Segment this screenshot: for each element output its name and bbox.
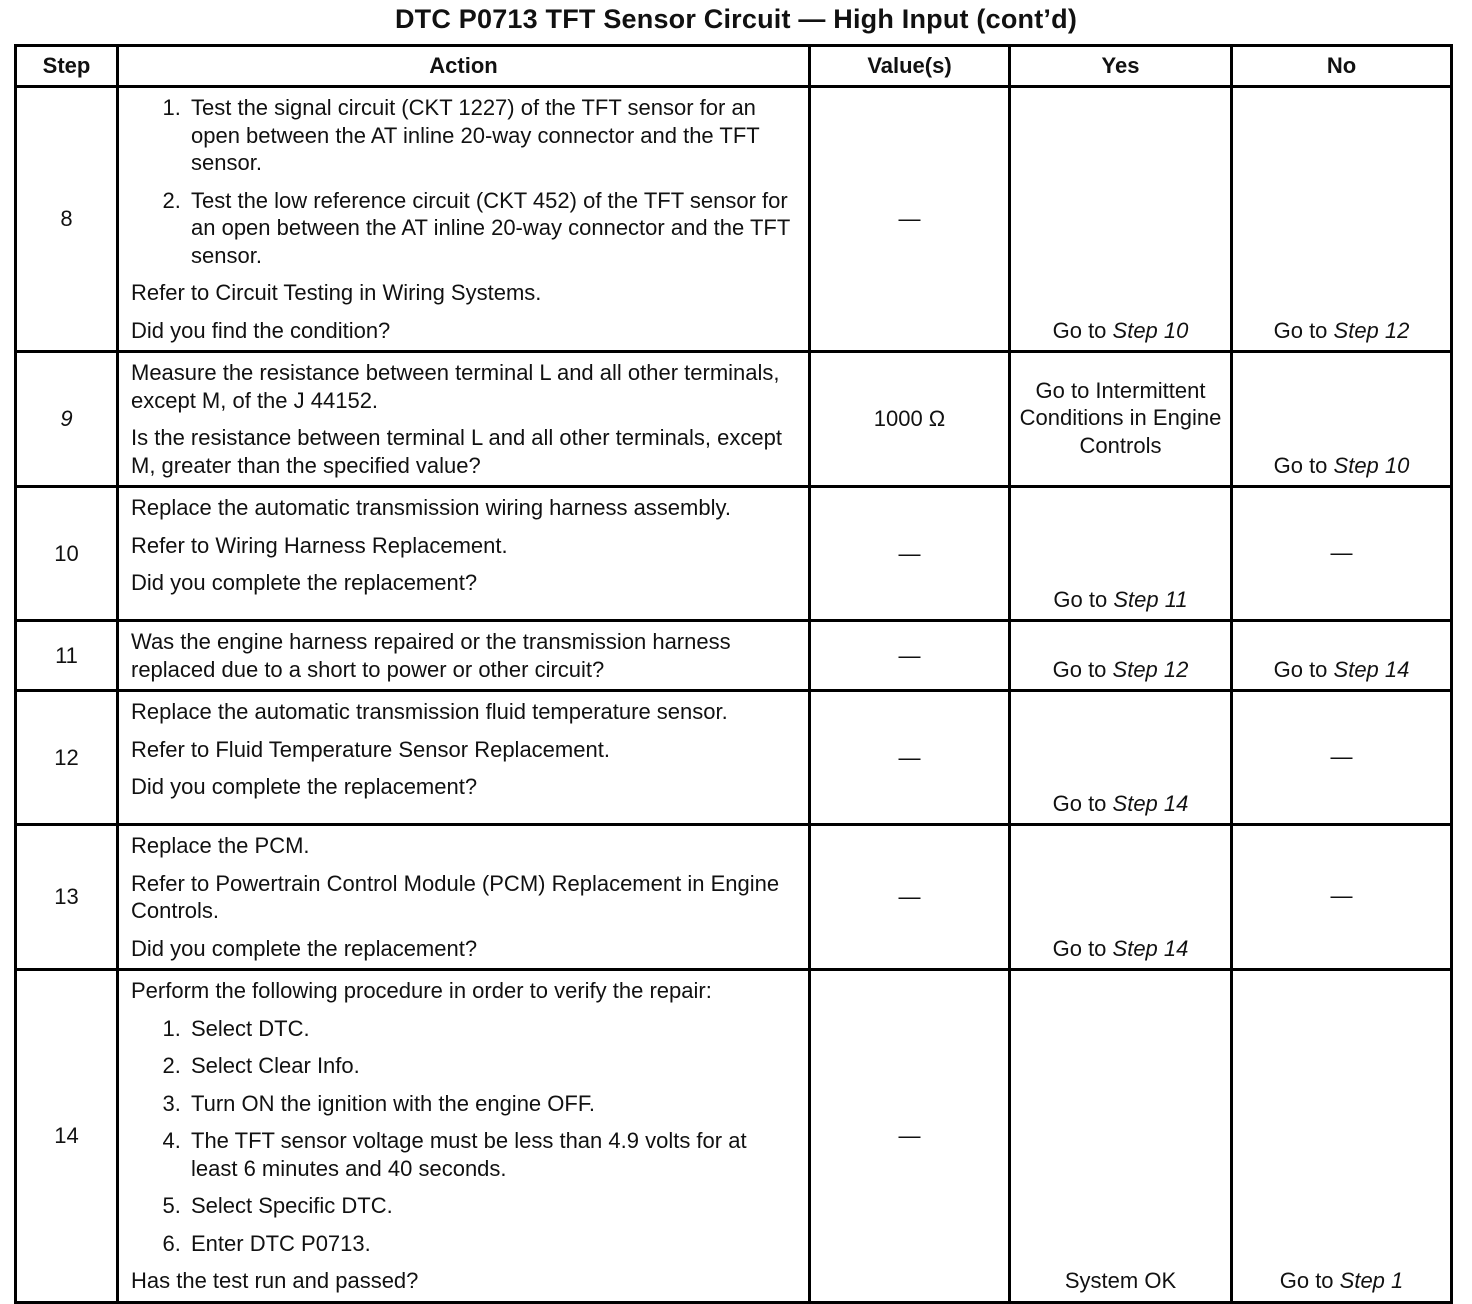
value-cell: —: [810, 87, 1010, 352]
table-row: [16, 352, 1452, 487]
action-text: Replace the automatic transmission wiring harness assembly.: [131, 495, 731, 520]
yes-step-link[interactable]: Step 14: [1112, 935, 1189, 961]
list-item: 1. Select DTC.: [187, 1015, 798, 1043]
yes-prefix: Go to: [1052, 790, 1113, 816]
value-cell: 1000 Ω: [810, 352, 1010, 487]
table-row: [16, 691, 1452, 825]
step-number: 10: [16, 487, 118, 621]
action-question: Is the resistance between terminal L and all other terminals, except M, greater than the specified value?: [131, 425, 782, 478]
yes-prefix: Go to: [1052, 656, 1113, 682]
action-text: Refer to Circuit Testing in Wiring Systems.: [131, 280, 542, 305]
yes-prefix: Go to: [1052, 935, 1113, 961]
no-cell: —: [1232, 691, 1452, 825]
no-cell: [1232, 621, 1452, 691]
step-number: 11: [16, 621, 118, 691]
header-row: [16, 46, 1452, 87]
diagnostic-table: [14, 44, 1453, 1304]
no-cell: —: [1232, 825, 1452, 970]
no-cell: [1232, 352, 1452, 487]
yes-cell: Go to Intermittent Conditions in Engine Controls: [1010, 352, 1232, 487]
header-yes: Yes: [1010, 46, 1232, 87]
value-cell: —: [810, 487, 1010, 621]
no-prefix: Go to: [1279, 1268, 1340, 1293]
action-question: Did you find the condition?: [131, 317, 391, 343]
step-number: 9: [16, 352, 118, 487]
header-no: No: [1232, 46, 1452, 87]
table-row: [16, 621, 1452, 691]
yes-prefix: Go to: [1053, 586, 1114, 612]
action-question: Did you complete the replacement?: [131, 774, 478, 799]
header-values: Value(s): [810, 46, 1010, 87]
action-text: Measure the resistance between terminal L and all other terminals, except M, of the J 44152.: [131, 360, 780, 413]
yes-step-link[interactable]: Step 11: [1113, 586, 1188, 612]
list-item: 2. Select Clear Info.: [187, 1052, 798, 1080]
list-item: 1. Test the signal circuit (CKT 1227) of the TFT sensor for an open between the AT inline 20-way connector and the TFT sensor.: [187, 94, 798, 177]
step-number: 12: [16, 691, 118, 825]
no-step-link[interactable]: Step 14: [1333, 656, 1410, 682]
list-item: 6. Enter DTC P0713.: [187, 1230, 798, 1258]
action-text: Perform the following procedure in order to verify the repair:: [131, 978, 712, 1003]
value-cell: —: [810, 970, 1010, 1303]
yes-step-link[interactable]: Step 10: [1112, 317, 1189, 343]
yes-prefix: Go to: [1052, 317, 1113, 343]
action-cell: [118, 352, 810, 487]
value-cell: —: [810, 621, 1010, 691]
action-text: Replace the automatic transmission fluid temperature sensor.: [131, 699, 728, 724]
list-item: 4. The TFT sensor voltage must be less than 4.9 volts for at least 6 minutes and 40 seconds.: [187, 1127, 798, 1182]
action-cell: [118, 970, 810, 1303]
action-question: Was the engine harness repaired or the transmission harness replaced due to a short to power or other circuit?: [131, 629, 731, 682]
value-cell: —: [810, 825, 1010, 970]
yes-cell: [1010, 487, 1232, 621]
yes-step-link[interactable]: Step 14: [1112, 790, 1189, 816]
yes-cell: [1010, 691, 1232, 825]
table-row: [16, 487, 1452, 621]
yes-cell: System OK: [1010, 970, 1232, 1303]
procedure-list: [131, 1015, 798, 1258]
action-text: Refer to Powertrain Control Module (PCM) Replacement in Engine Controls.: [131, 870, 780, 923]
list-item: 5. Select Specific DTC.: [187, 1192, 798, 1220]
step-number: 14: [16, 970, 118, 1303]
action-text: Refer to Fluid Temperature Sensor Replacement.: [131, 736, 610, 762]
value-cell: —: [810, 691, 1010, 825]
no-prefix: Go to: [1273, 656, 1334, 682]
action-question: Did you complete the replacement?: [131, 570, 478, 595]
table-row: [16, 970, 1452, 1303]
procedure-list: [131, 94, 798, 269]
no-prefix: Go to: [1273, 317, 1334, 343]
no-prefix: Go to: [1273, 452, 1334, 478]
action-text: Replace the PCM.: [131, 833, 310, 858]
action-question: Has the test run and passed?: [131, 1268, 419, 1293]
no-cell: —: [1232, 487, 1452, 621]
list-item: 2. Test the low reference circuit (CKT 452) of the TFT sensor for an open between the AT inline 20-way connector and the TFT sensor.: [187, 187, 798, 270]
yes-step-link[interactable]: Step 12: [1112, 656, 1189, 682]
table-row: [16, 825, 1452, 970]
no-cell: [1232, 970, 1452, 1303]
no-step-link[interactable]: Step 1: [1339, 1268, 1404, 1293]
header-step: Step: [16, 46, 118, 87]
action-cell: [118, 825, 810, 970]
list-item: 3. Turn ON the ignition with the engine OFF.: [187, 1090, 798, 1118]
action-cell: [118, 621, 810, 691]
step-number: 8: [16, 87, 118, 352]
step-number: 13: [16, 825, 118, 970]
action-question: Did you complete the replacement?: [131, 935, 478, 961]
no-step-link[interactable]: Step 10: [1333, 452, 1410, 478]
page-title: DTC P0713 TFT Sensor Circuit — High Input (cont’d): [394, 4, 1078, 34]
table-row: [16, 87, 1452, 352]
action-cell: [118, 691, 810, 825]
action-cell: [118, 87, 810, 352]
action-cell: [118, 487, 810, 621]
no-cell: [1232, 87, 1452, 352]
header-action: Action: [118, 46, 810, 87]
no-step-link[interactable]: Step 12: [1333, 317, 1410, 343]
action-text: Refer to Wiring Harness Replacement.: [131, 532, 508, 558]
yes-cell: [1010, 87, 1232, 352]
yes-cell: [1010, 621, 1232, 691]
yes-cell: [1010, 825, 1232, 970]
